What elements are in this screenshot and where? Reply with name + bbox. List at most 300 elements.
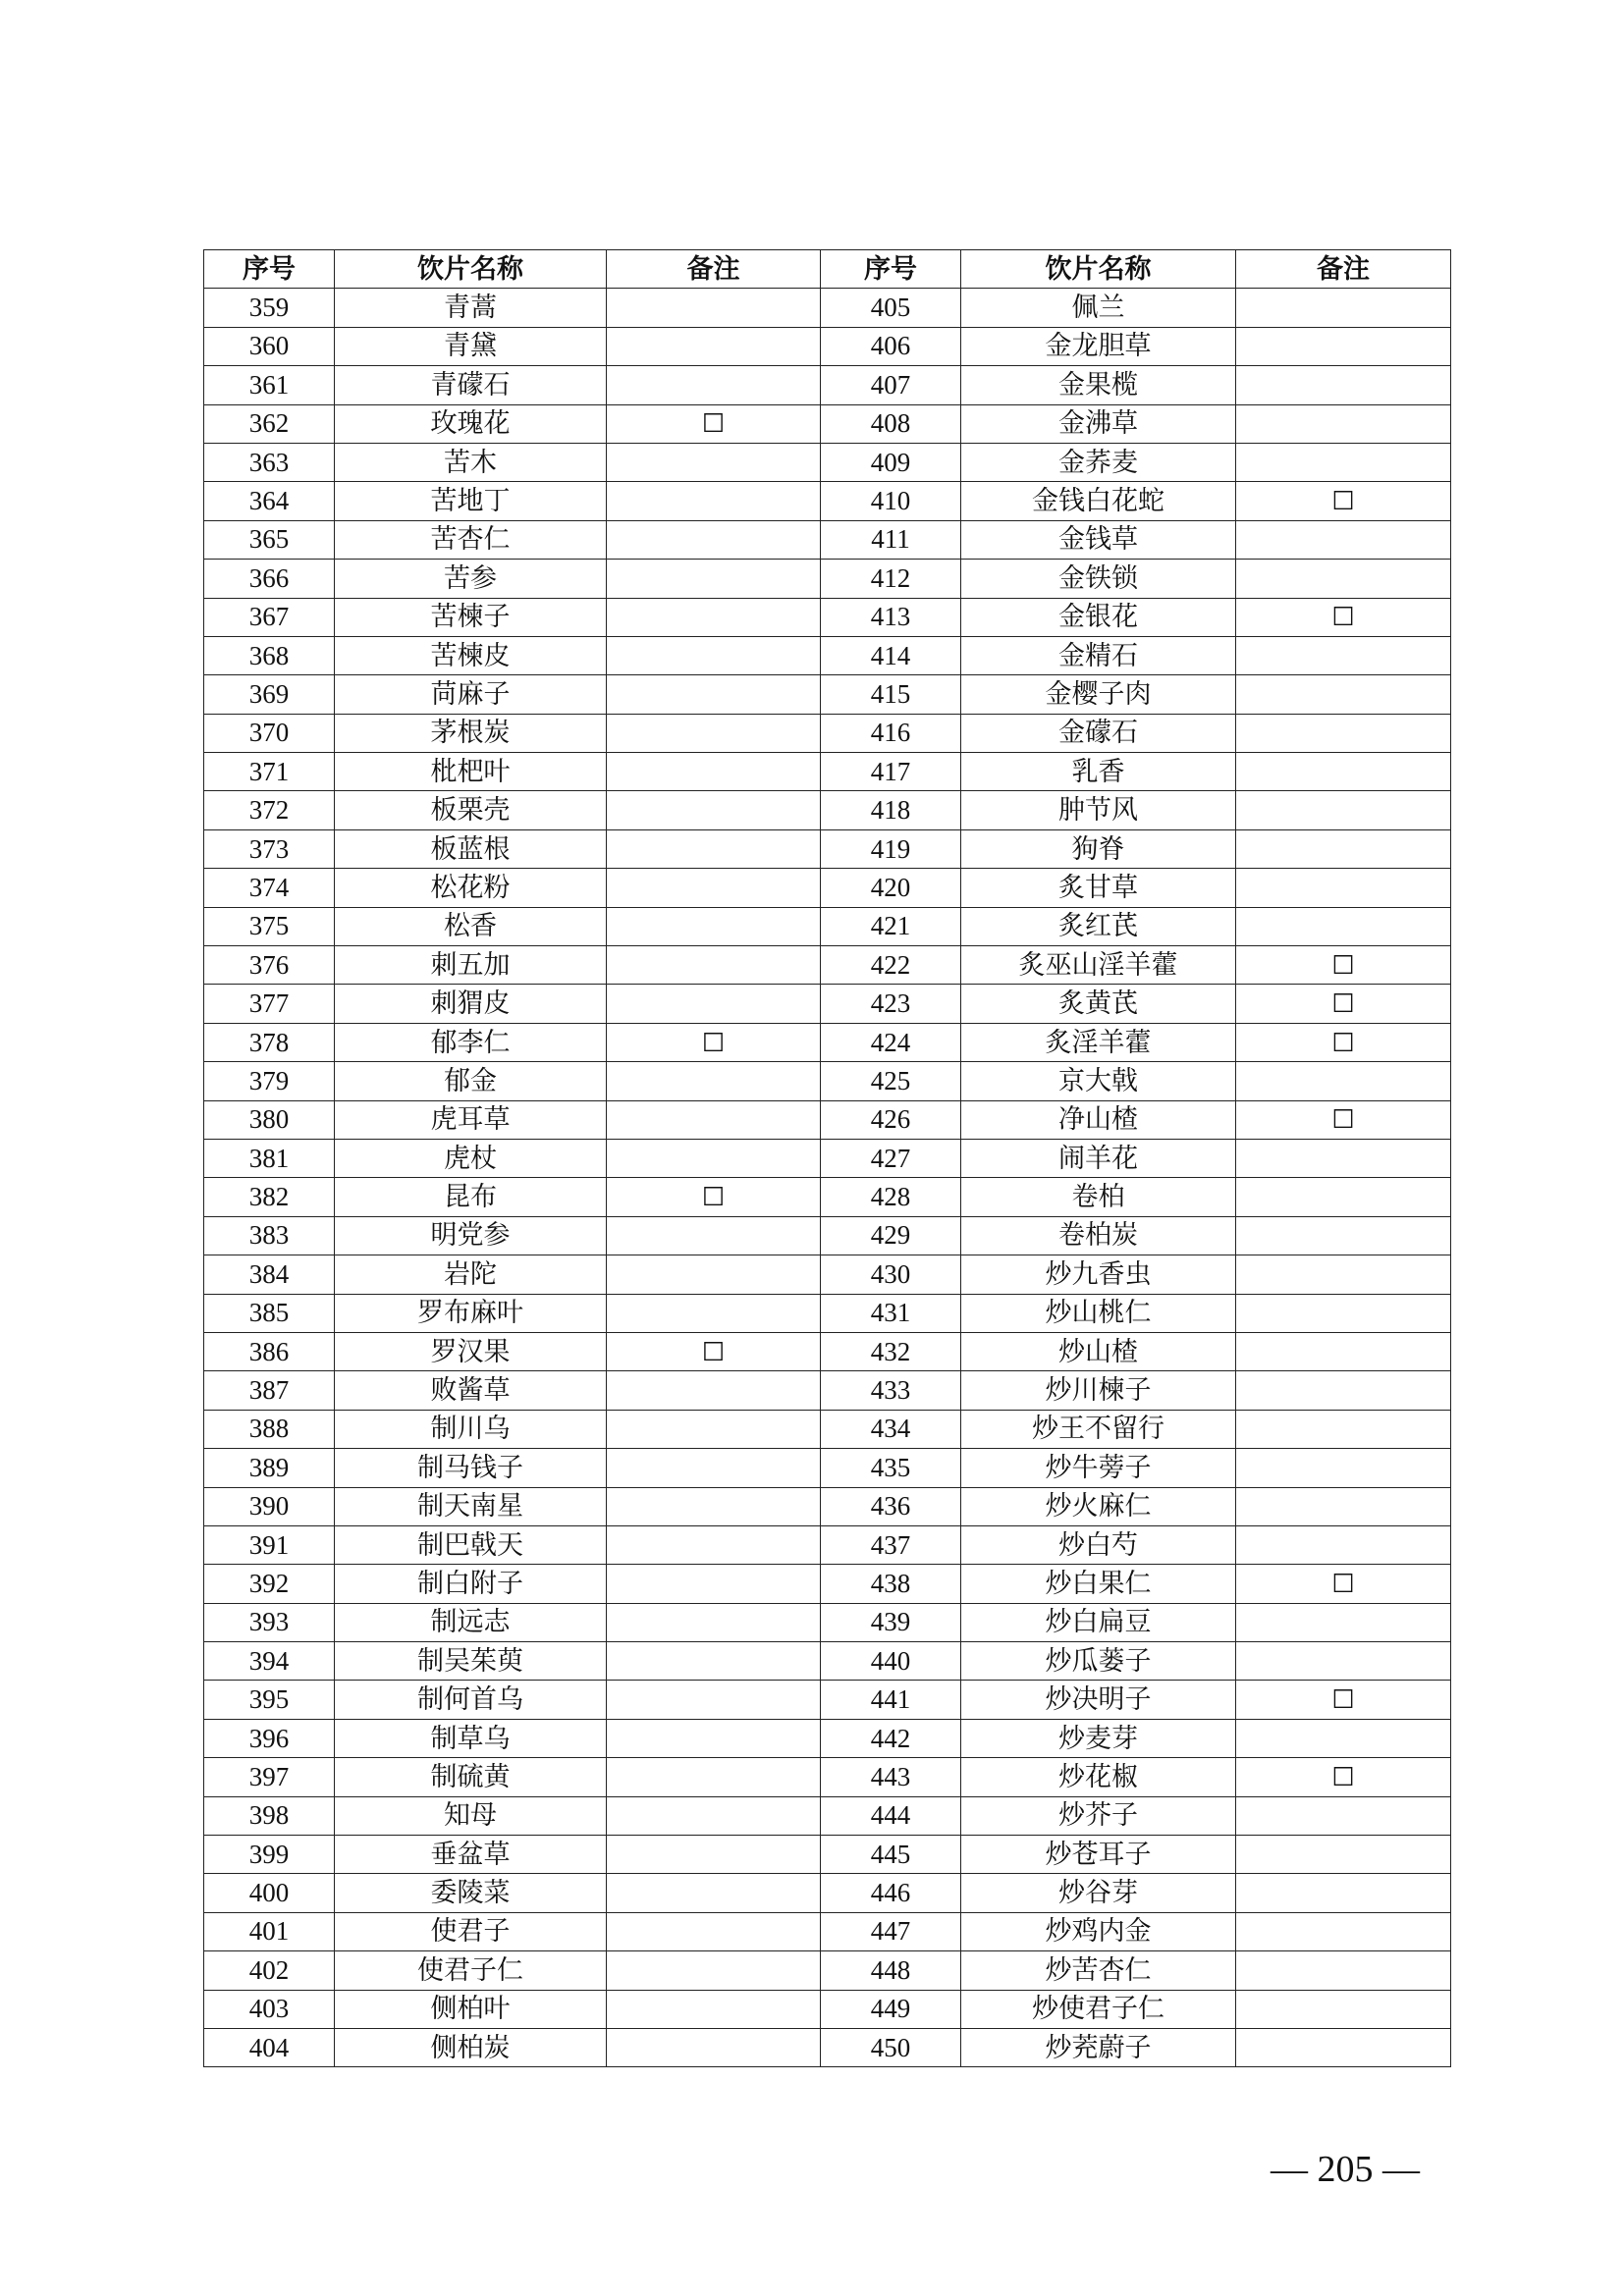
table-row xyxy=(204,289,1451,327)
herb-name-left: 制硫黄 xyxy=(335,1758,607,1796)
row-number-right: 409 xyxy=(821,443,961,481)
note-cell-right xyxy=(1236,366,1451,404)
note-cell-left xyxy=(607,1449,821,1487)
note-cell-right xyxy=(1236,714,1451,752)
herb-name-left: 使君子仁 xyxy=(335,1951,607,1990)
row-number-right: 445 xyxy=(821,1836,961,1874)
header-name-right: 饮片名称 xyxy=(961,250,1236,289)
row-number-left: 402 xyxy=(204,1951,335,1990)
note-cell-right xyxy=(1236,327,1451,365)
row-number-right: 441 xyxy=(821,1681,961,1719)
row-number-left: 396 xyxy=(204,1719,335,1757)
herb-name-right: 金龙胆草 xyxy=(961,327,1236,365)
herb-name-left: 茅根炭 xyxy=(335,714,607,752)
table-row xyxy=(204,1836,1451,1874)
checkbox-icon: ☐ xyxy=(701,1337,726,1367)
herb-name-left: 岩陀 xyxy=(335,1255,607,1294)
table-row xyxy=(204,1023,1451,1061)
herb-name-left: 苦杏仁 xyxy=(335,520,607,559)
note-cell-left xyxy=(607,1139,821,1177)
note-cell-left xyxy=(607,753,821,791)
row-number-left: 379 xyxy=(204,1062,335,1100)
herb-name-left: 苦楝皮 xyxy=(335,636,607,674)
herb-name-left: 苦楝子 xyxy=(335,598,607,636)
row-number-right: 414 xyxy=(821,636,961,674)
herb-name-right: 京大戟 xyxy=(961,1062,1236,1100)
table-row xyxy=(204,1332,1451,1370)
row-number-left: 392 xyxy=(204,1565,335,1603)
herb-name-right: 卷柏炭 xyxy=(961,1216,1236,1255)
table-row xyxy=(204,1719,1451,1757)
herb-name-left: 青蒿 xyxy=(335,289,607,327)
herb-name-left: 使君子 xyxy=(335,1912,607,1950)
table-row xyxy=(204,1758,1451,1796)
checkbox-icon: ☐ xyxy=(1331,950,1355,981)
row-number-right: 429 xyxy=(821,1216,961,1255)
herb-name-right: 金钱草 xyxy=(961,520,1236,559)
note-cell-right xyxy=(1236,482,1451,520)
note-cell-right xyxy=(1236,1758,1451,1796)
row-number-right: 435 xyxy=(821,1449,961,1487)
herb-name-right: 炒川楝子 xyxy=(961,1371,1236,1410)
note-cell-right xyxy=(1236,791,1451,829)
row-number-left: 370 xyxy=(204,714,335,752)
row-number-right: 418 xyxy=(821,791,961,829)
row-number-left: 375 xyxy=(204,907,335,945)
herb-name-right: 炒苍耳子 xyxy=(961,1836,1236,1874)
checkbox-icon: ☐ xyxy=(701,1028,726,1058)
table-row xyxy=(204,1951,1451,1990)
herb-name-left: 制白附子 xyxy=(335,1565,607,1603)
herb-name-right: 狗脊 xyxy=(961,829,1236,868)
table-row xyxy=(204,1178,1451,1216)
herb-name-right: 炒山桃仁 xyxy=(961,1294,1236,1332)
herb-name-right: 金樱子肉 xyxy=(961,675,1236,714)
note-cell-right xyxy=(1236,1371,1451,1410)
note-cell-left xyxy=(607,791,821,829)
row-number-left: 387 xyxy=(204,1371,335,1410)
note-cell-right xyxy=(1236,1874,1451,1912)
checkbox-icon: ☐ xyxy=(1331,1028,1355,1058)
note-cell-left xyxy=(607,869,821,907)
note-cell-right xyxy=(1236,1719,1451,1757)
row-number-right: 450 xyxy=(821,2028,961,2066)
checkbox-icon: ☐ xyxy=(1331,989,1355,1020)
header-note-left: 备注 xyxy=(607,250,821,289)
herb-name-left: 郁李仁 xyxy=(335,1023,607,1061)
herb-name-right: 卷柏 xyxy=(961,1178,1236,1216)
herb-name-right: 炙黄芪 xyxy=(961,985,1236,1023)
herb-name-left: 制草乌 xyxy=(335,1719,607,1757)
note-cell-right xyxy=(1236,1912,1451,1950)
row-number-right: 407 xyxy=(821,366,961,404)
checkbox-icon: ☐ xyxy=(1331,1762,1355,1792)
row-number-right: 405 xyxy=(821,289,961,327)
herb-name-left: 制何首乌 xyxy=(335,1681,607,1719)
note-cell-right xyxy=(1236,1100,1451,1139)
table-row xyxy=(204,985,1451,1023)
note-cell-left xyxy=(607,520,821,559)
row-number-left: 376 xyxy=(204,946,335,985)
row-number-left: 380 xyxy=(204,1100,335,1139)
herb-name-right: 炒山楂 xyxy=(961,1332,1236,1370)
herb-name-left: 刺五加 xyxy=(335,946,607,985)
note-cell-right xyxy=(1236,560,1451,598)
checkbox-icon: ☐ xyxy=(1331,1685,1355,1716)
table-row xyxy=(204,946,1451,985)
note-cell-right xyxy=(1236,753,1451,791)
table-row xyxy=(204,869,1451,907)
row-number-right: 408 xyxy=(821,404,961,443)
note-cell-left xyxy=(607,985,821,1023)
note-cell-right xyxy=(1236,1603,1451,1641)
row-number-right: 424 xyxy=(821,1023,961,1061)
note-cell-right xyxy=(1236,1951,1451,1990)
row-number-left: 366 xyxy=(204,560,335,598)
note-cell-left xyxy=(607,1062,821,1100)
note-cell-right xyxy=(1236,404,1451,443)
herb-name-right: 炒瓜蒌子 xyxy=(961,1642,1236,1681)
row-number-right: 420 xyxy=(821,869,961,907)
herb-name-left: 侧柏叶 xyxy=(335,1990,607,2028)
row-number-right: 419 xyxy=(821,829,961,868)
row-number-left: 361 xyxy=(204,366,335,404)
header-no-left: 序号 xyxy=(204,250,335,289)
note-cell-left xyxy=(607,1255,821,1294)
table-row xyxy=(204,560,1451,598)
row-number-left: 365 xyxy=(204,520,335,559)
note-cell-left xyxy=(607,1565,821,1603)
row-number-right: 437 xyxy=(821,1525,961,1564)
row-number-right: 412 xyxy=(821,560,961,598)
row-number-left: 359 xyxy=(204,289,335,327)
row-number-left: 372 xyxy=(204,791,335,829)
row-number-right: 423 xyxy=(821,985,961,1023)
note-cell-left xyxy=(607,560,821,598)
row-number-left: 400 xyxy=(204,1874,335,1912)
row-number-right: 426 xyxy=(821,1100,961,1139)
row-number-left: 397 xyxy=(204,1758,335,1796)
herb-name-left: 松花粉 xyxy=(335,869,607,907)
row-number-left: 388 xyxy=(204,1410,335,1448)
herb-name-right: 金果榄 xyxy=(961,366,1236,404)
row-number-right: 422 xyxy=(821,946,961,985)
note-cell-left xyxy=(607,1023,821,1061)
note-cell-left xyxy=(607,1294,821,1332)
row-number-right: 443 xyxy=(821,1758,961,1796)
row-number-left: 391 xyxy=(204,1525,335,1564)
table-row xyxy=(204,1912,1451,1950)
table-row xyxy=(204,1139,1451,1177)
herb-name-right: 金精石 xyxy=(961,636,1236,674)
row-number-left: 385 xyxy=(204,1294,335,1332)
header-no-right: 序号 xyxy=(821,250,961,289)
note-cell-left xyxy=(607,327,821,365)
row-number-left: 381 xyxy=(204,1139,335,1177)
note-cell-right xyxy=(1236,1796,1451,1835)
note-cell-left xyxy=(607,1525,821,1564)
note-cell-right xyxy=(1236,907,1451,945)
row-number-left: 369 xyxy=(204,675,335,714)
header-note-right: 备注 xyxy=(1236,250,1451,289)
row-number-right: 446 xyxy=(821,1874,961,1912)
note-cell-right xyxy=(1236,946,1451,985)
note-cell-right xyxy=(1236,829,1451,868)
row-number-right: 434 xyxy=(821,1410,961,1448)
herb-name-left: 刺猬皮 xyxy=(335,985,607,1023)
herb-name-left: 青礞石 xyxy=(335,366,607,404)
table-row xyxy=(204,482,1451,520)
row-number-left: 363 xyxy=(204,443,335,481)
herb-name-right: 金礞石 xyxy=(961,714,1236,752)
row-number-left: 389 xyxy=(204,1449,335,1487)
table-body xyxy=(204,289,1451,2067)
note-cell-right xyxy=(1236,1681,1451,1719)
note-cell-right xyxy=(1236,1216,1451,1255)
herb-name-left: 青黛 xyxy=(335,327,607,365)
table-row xyxy=(204,366,1451,404)
note-cell-left xyxy=(607,1796,821,1835)
note-cell-left xyxy=(607,1836,821,1874)
herb-name-left: 败酱草 xyxy=(335,1371,607,1410)
note-cell-left xyxy=(607,636,821,674)
row-number-left: 401 xyxy=(204,1912,335,1950)
row-number-right: 411 xyxy=(821,520,961,559)
row-number-left: 373 xyxy=(204,829,335,868)
herb-name-right: 炒茺蔚子 xyxy=(961,2028,1236,2066)
note-cell-right xyxy=(1236,1410,1451,1448)
table-row xyxy=(204,327,1451,365)
note-cell-left xyxy=(607,675,821,714)
herb-name-right: 炒芥子 xyxy=(961,1796,1236,1835)
herb-name-left: 虎耳草 xyxy=(335,1100,607,1139)
note-cell-left xyxy=(607,714,821,752)
row-number-left: 393 xyxy=(204,1603,335,1641)
herb-name-left: 郁金 xyxy=(335,1062,607,1100)
note-cell-right xyxy=(1236,985,1451,1023)
herb-name-right: 肿节风 xyxy=(961,791,1236,829)
herb-name-left: 昆布 xyxy=(335,1178,607,1216)
row-number-right: 410 xyxy=(821,482,961,520)
row-number-right: 448 xyxy=(821,1951,961,1990)
row-number-left: 403 xyxy=(204,1990,335,2028)
note-cell-left xyxy=(607,2028,821,2066)
table-row xyxy=(204,1681,1451,1719)
checkbox-icon: ☐ xyxy=(1331,1569,1355,1599)
herb-name-right: 炒苦杏仁 xyxy=(961,1951,1236,1990)
row-number-left: 368 xyxy=(204,636,335,674)
herb-name-right: 炒麦芽 xyxy=(961,1719,1236,1757)
row-number-left: 364 xyxy=(204,482,335,520)
checkbox-icon: ☐ xyxy=(701,409,726,440)
note-cell-right xyxy=(1236,1487,1451,1525)
herb-name-right: 炙巫山淫羊藿 xyxy=(961,946,1236,985)
note-cell-left xyxy=(607,289,821,327)
table-row xyxy=(204,2028,1451,2066)
table-row xyxy=(204,791,1451,829)
note-cell-right xyxy=(1236,1525,1451,1564)
note-cell-left xyxy=(607,1371,821,1410)
herb-name-right: 炒九香虫 xyxy=(961,1255,1236,1294)
note-cell-left xyxy=(607,1642,821,1681)
herb-name-left: 制天南星 xyxy=(335,1487,607,1525)
note-cell-left xyxy=(607,1990,821,2028)
herb-name-left: 板蓝根 xyxy=(335,829,607,868)
herb-name-left: 制远志 xyxy=(335,1603,607,1641)
note-cell-left xyxy=(607,404,821,443)
row-number-left: 394 xyxy=(204,1642,335,1681)
table-row xyxy=(204,1487,1451,1525)
herb-name-right: 金银花 xyxy=(961,598,1236,636)
table-row xyxy=(204,829,1451,868)
note-cell-right xyxy=(1236,1023,1451,1061)
row-number-right: 413 xyxy=(821,598,961,636)
note-cell-left xyxy=(607,1719,821,1757)
herb-name-left: 苦参 xyxy=(335,560,607,598)
herb-name-right: 炒火麻仁 xyxy=(961,1487,1236,1525)
note-cell-left xyxy=(607,482,821,520)
herb-name-right: 炒白果仁 xyxy=(961,1565,1236,1603)
row-number-right: 447 xyxy=(821,1912,961,1950)
herb-name-left: 虎杖 xyxy=(335,1139,607,1177)
herb-name-left: 罗汉果 xyxy=(335,1332,607,1370)
table-row xyxy=(204,1062,1451,1100)
checkbox-icon: ☐ xyxy=(1331,603,1355,633)
note-cell-left xyxy=(607,1951,821,1990)
herb-name-left: 制吴茱萸 xyxy=(335,1642,607,1681)
note-cell-right xyxy=(1236,443,1451,481)
herb-name-right: 乳香 xyxy=(961,753,1236,791)
row-number-right: 444 xyxy=(821,1796,961,1835)
herb-name-left: 松香 xyxy=(335,907,607,945)
herb-name-right: 金钱白花蛇 xyxy=(961,482,1236,520)
table-row xyxy=(204,1565,1451,1603)
row-number-right: 431 xyxy=(821,1294,961,1332)
herb-name-right: 金铁锁 xyxy=(961,560,1236,598)
checkbox-icon: ☐ xyxy=(701,1183,726,1213)
table-row xyxy=(204,636,1451,674)
row-number-right: 406 xyxy=(821,327,961,365)
row-number-right: 439 xyxy=(821,1603,961,1641)
note-cell-left xyxy=(607,946,821,985)
row-number-left: 398 xyxy=(204,1796,335,1835)
herb-name-left: 玫瑰花 xyxy=(335,404,607,443)
row-number-right: 430 xyxy=(821,1255,961,1294)
note-cell-right xyxy=(1236,1255,1451,1294)
herb-name-left: 委陵菜 xyxy=(335,1874,607,1912)
note-cell-left xyxy=(607,1681,821,1719)
row-number-left: 383 xyxy=(204,1216,335,1255)
note-cell-left xyxy=(607,1874,821,1912)
table-row xyxy=(204,1603,1451,1641)
herb-name-right: 炙甘草 xyxy=(961,869,1236,907)
herb-name-right: 炒花椒 xyxy=(961,1758,1236,1796)
herb-name-left: 垂盆草 xyxy=(335,1836,607,1874)
table-header-row xyxy=(204,250,1451,289)
row-number-right: 421 xyxy=(821,907,961,945)
table-row xyxy=(204,675,1451,714)
table-row xyxy=(204,1449,1451,1487)
herb-name-right: 佩兰 xyxy=(961,289,1236,327)
herb-name-left: 明党参 xyxy=(335,1216,607,1255)
table-row xyxy=(204,1294,1451,1332)
row-number-right: 432 xyxy=(821,1332,961,1370)
note-cell-left xyxy=(607,1216,821,1255)
note-cell-left xyxy=(607,907,821,945)
note-cell-right xyxy=(1236,1642,1451,1681)
note-cell-left xyxy=(607,1912,821,1950)
note-cell-right xyxy=(1236,869,1451,907)
note-cell-left xyxy=(607,1332,821,1370)
note-cell-right xyxy=(1236,289,1451,327)
header-name-left: 饮片名称 xyxy=(335,250,607,289)
checkbox-icon: ☐ xyxy=(1331,487,1355,517)
note-cell-right xyxy=(1236,1294,1451,1332)
note-cell-left xyxy=(607,366,821,404)
row-number-left: 390 xyxy=(204,1487,335,1525)
note-cell-left xyxy=(607,1100,821,1139)
note-cell-right xyxy=(1236,1062,1451,1100)
herb-table xyxy=(203,249,1451,2067)
row-number-left: 360 xyxy=(204,327,335,365)
table-row xyxy=(204,1100,1451,1139)
note-cell-right xyxy=(1236,1332,1451,1370)
herb-name-right: 闹羊花 xyxy=(961,1139,1236,1177)
note-cell-left xyxy=(607,829,821,868)
herb-name-right: 炒决明子 xyxy=(961,1681,1236,1719)
row-number-left: 395 xyxy=(204,1681,335,1719)
page-number: — 205 — xyxy=(1271,2149,1420,2190)
table-row xyxy=(204,598,1451,636)
note-cell-left xyxy=(607,443,821,481)
row-number-left: 404 xyxy=(204,2028,335,2066)
herb-name-left: 枇杷叶 xyxy=(335,753,607,791)
note-cell-left xyxy=(607,1758,821,1796)
row-number-right: 449 xyxy=(821,1990,961,2028)
table-row xyxy=(204,1410,1451,1448)
table-row xyxy=(204,1525,1451,1564)
table-row xyxy=(204,1990,1451,2028)
row-number-right: 417 xyxy=(821,753,961,791)
table-row xyxy=(204,907,1451,945)
herb-name-right: 炒使君子仁 xyxy=(961,1990,1236,2028)
herb-name-left: 苘麻子 xyxy=(335,675,607,714)
herb-name-left: 苦地丁 xyxy=(335,482,607,520)
table-row xyxy=(204,1216,1451,1255)
row-number-left: 367 xyxy=(204,598,335,636)
row-number-left: 377 xyxy=(204,985,335,1023)
note-cell-right xyxy=(1236,1449,1451,1487)
row-number-right: 438 xyxy=(821,1565,961,1603)
note-cell-right xyxy=(1236,1565,1451,1603)
table-row xyxy=(204,520,1451,559)
note-cell-right xyxy=(1236,1139,1451,1177)
herb-name-right: 金荞麦 xyxy=(961,443,1236,481)
row-number-right: 427 xyxy=(821,1139,961,1177)
note-cell-right xyxy=(1236,1178,1451,1216)
herb-name-right: 净山楂 xyxy=(961,1100,1236,1139)
note-cell-left xyxy=(607,1603,821,1641)
table-row xyxy=(204,714,1451,752)
herb-name-right: 炒白扁豆 xyxy=(961,1603,1236,1641)
herb-name-left: 罗布麻叶 xyxy=(335,1294,607,1332)
herb-name-right: 金沸草 xyxy=(961,404,1236,443)
herb-name-left: 制巴戟天 xyxy=(335,1525,607,1564)
herb-name-left: 苦木 xyxy=(335,443,607,481)
row-number-left: 374 xyxy=(204,869,335,907)
row-number-right: 433 xyxy=(821,1371,961,1410)
row-number-right: 425 xyxy=(821,1062,961,1100)
